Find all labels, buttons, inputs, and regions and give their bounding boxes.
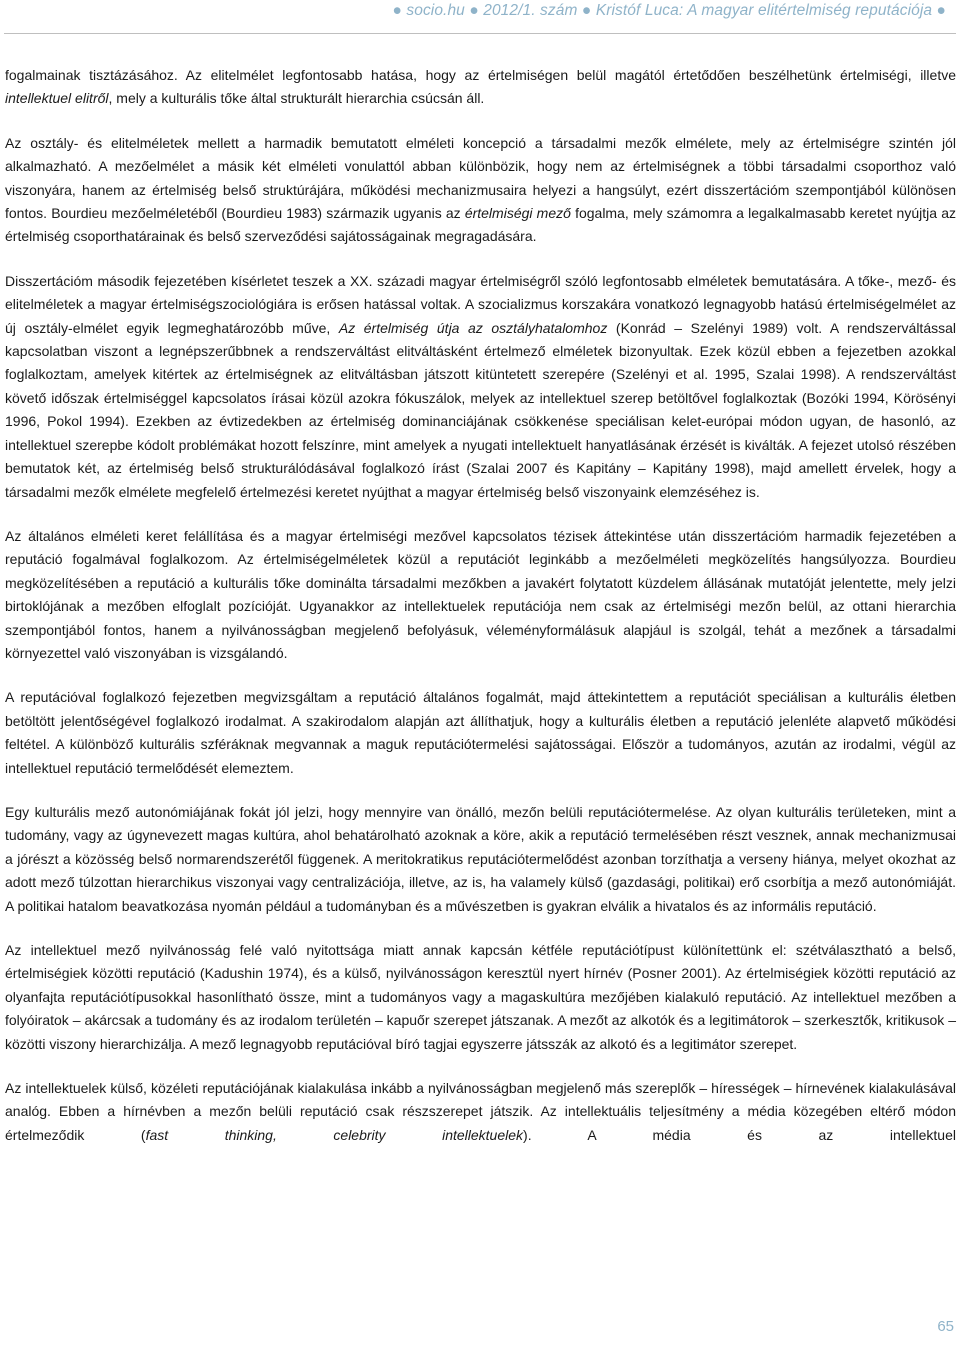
paragraph	[5, 270, 956, 504]
body-text	[5, 64, 956, 1147]
bullet-icon: ●	[936, 2, 946, 19]
paragraph	[5, 525, 956, 665]
paragraph	[5, 801, 956, 918]
text-run: Egy kulturális mező autonómiájának fokát jól jelzi, hogy mennyire van önálló, mezőn belüli reputációtermelése. Az olyan kulturális területeken, mint a tudomány, vagy az úgynevezett magas kultúra, ahol behatárolható azoknak a köre, akik a reputáció termelésében részt vesznek, annak mechanizmusai a jórészt a közösség belső normarendszerétől függenek. A meritokratikus reputációtermelődést azonban torzíthatja a verseny hiánya, melyet okozhat az adott mező túlzottan hierarchikus viszonyai vagy centralizációja, illetve, az is, ha valamely külső (gazdasági, politikai) erő csorbítja a mező autonómiáját. A politikai hatalom beavatkozása nyomán például a tudományban és a művészetben is gyakran elválik a hivatalos és az informális reputáció.	[5, 803, 956, 914]
text-run: fogalmainak tisztázásához. Az elitelmélet legfontosabb hatása, hogy az értelmiségen belül magától értetődően beszélhetünk értelmiségi, illetve	[5, 67, 956, 83]
header-divider	[4, 33, 956, 34]
text-run: ). A média és az intellektuel	[523, 1126, 956, 1143]
text-run: (Konrád – Szelényi 1989) volt. A rendszerváltással kapcsolatban viszont a legnépszerűbbnek a rendszerváltást elitváltásként értelmező elméletek bizonyultak. Ezek közül ebben a fejezetben azokkal foglalkoztam, amelyek kitértek az értelmiségnek az elitváltásban játszott kitüntetett szerepére (Szelényi et al. 1995, Szalai 1998). A rendszerváltást követő időszak értelmiséggel kapcsolatos írásai közül azokra fókuszálok, melyek az intellektuel szerep betöltővel foglalkoztak (Bozóki 1994, Körösényi 1996, Pokol 1994). Ezekben az évtizedekben az értelmiség dominanciájának csökkenése speciálisan kelet-európai módon ugyan, de hasonló, az intellektuel szerepbe kódolt problémákat hozott felszínre, mint amelyek a nyugati intellektuelt hanyatlásának érzését is kiválták. A fejezet utolsó részében bemutatok két, az értelmiség belső strukturálódásával foglalkozó írást (Szalai 2007 és Kapitány – Kapitány 1998), majd amellett érvelek, hogy a társadalmi mezők elmélete megfelelő értelmezési keretet nyújthat a magyar értelmiség belső viszonyaink elemzéséhez is.	[5, 319, 956, 500]
paragraph	[5, 64, 956, 111]
text-run: A reputációval foglalkozó fejezetben megvizsgáltam a reputáció általános fogalmát, majd áttekintettem a reputációt speciálisan a kulturális életben betöltött jelentőségével foglalkozó irodalmat. A szakirodalom alapján azt állíthatjuk, hogy a kulturális életben a reputáció jelenléte alapvető működési feltétel. A különböző kulturális szféráknak megvannak a maguk reputációtermelési sajátosságai. Először a tudományos, azután az irodalmi, végül az intellektuel reputáció termelődését elemeztem.	[5, 689, 956, 776]
paragraph	[5, 1077, 956, 1147]
paragraph	[5, 686, 956, 780]
text-run: Disszertációm második fejezetében kísérletet teszek a XX. századi magyar értelmiségről szóló legfontosabb elméletek bemutatására. A tőke-, mező- és elitelméletek a magyar értelmiségszociológiára is erősen hatással voltak. A szocializmus korszakára vonatkozó legnagyobb hatású értelmiségelmélet az új osztály-elmélet egyik legmeghatározóbb műve,	[5, 272, 956, 336]
paragraph	[5, 132, 956, 249]
bullet-icon: ●	[392, 2, 402, 19]
paragraph	[5, 939, 956, 1056]
italic-term: fast thinking, celebrity intellektuelek	[145, 1126, 524, 1143]
text-run: fogalma, mely számomra a legalkalmasabb keretet nyújtja az értelmiség csoporthatárainak és belső szerveződési sajátosságainak megragadására.	[5, 205, 956, 245]
text-run: Az általános elméleti keret felállítása és a magyar értelmiségi mezővel kapcsolatos tézisek áttekintése után disszertációm harmadik fejezetében a reputáció fogalmával foglalkozom. Az értelmiségelméletek közül a reputációt leginkább a mezőelméleti megközelítés hangsúlyozza. Bourdieu megközelítésében a reputáció a kulturális tőke dominálta társadalmi mezőkben a javakért folytatott küzdelem állásának mutatóját jelentette, mely jelzi birtoklójának a mezőben elfoglalt pozícióját. Ugyanakkor az intellektuelek reputációja nem csak az értelmiségi mezőn belül, az ottani hierarchia szempontjából fontos, hanem a nyilvánosságban megjelenő befolyásuk, véleményformálásuk alapjául is szolgál, tehát a mezőnek a társadalmi környezettel való viszonyában is vizsgálandó.	[5, 527, 956, 661]
running-header	[392, 2, 946, 20]
text-run: , mely a kulturális tőke által strukturált hierarchia csúcsán áll.	[108, 90, 485, 107]
text-run: Az intellektuel mező nyilvánosság felé való nyitottsága miatt annak kapcsán kétféle reputációtípust különítettünk el: szétválasztható a belső, értelmiségiek közötti reputáció (Kadushin 1974), és a külső, nyilvánosságon keresztül nyert hírnév (Posner 2001). Az értelmiségiek közötti reputáció az olyanfajta reputációtípusokkal hasonlítható össze, mint a tudományos vagy a magaskultúra mezőjében kialakuló reputáció. Az intellektuel mezőben a folyóiratok – akárcsak a tudomány és az irodalom területén – kapuőr szerepet játszanak. A mezőt az alkotók és a legitimátorok – szerkesztők, kritikusok – közötti viszony hierarchizálja. A mező legnagyobb reputációval bíró tagjai egyszerre játsszák az alkotó és a legitimátor szerepet.	[5, 942, 956, 1052]
header-issue: 2012/1. szám	[483, 2, 578, 19]
text-run: Az intellektuelek külső, közéleti reputációjának kialakulása inkább a nyilvánosságban megjelenő más szereplők – hírességek – hírnevének kialakulásával analóg. Ebben a hírnévben a mezőn belüli reputáció csak részszerepet játszik. Az intellektuális teljesítmény a média közegében eltérő módon értelmeződik (	[5, 1080, 956, 1143]
header-site[interactable]: socio.hu	[406, 2, 465, 19]
bullet-icon: ●	[581, 2, 592, 19]
italic-term: intellektuel elitről	[5, 90, 109, 107]
bullet-icon: ●	[469, 2, 479, 19]
page-number: 65	[937, 1318, 954, 1335]
header-author-title: Kristóf Luca: A magyar elitértelmiség reputációja	[595, 2, 933, 19]
italic-term: Az értelmiség útja az osztályhatalomhoz	[338, 319, 608, 336]
italic-term: értelmiségi mező	[464, 205, 571, 222]
text-run: Az osztály- és elitelméletek mellett a harmadik bemutatott elméleti koncepció a társadalmi mezők elmélete, mely az értelmiségre szintén jól alkalmazható. A mezőelmélet a másik két elméleti vonulattól abban különbözik, hogy nem az értelmiségnek a többi társadalmi csoporthoz való viszonyára, hanem az értelmiség belső struktúrájára, működési mechanizmusaira helyezi a hangsúlyt, ezért disszertációm szempontjából különösen fontos. Bourdieu mezőelméletéből (Bourdieu 1983) származik ugyanis az	[5, 134, 956, 222]
